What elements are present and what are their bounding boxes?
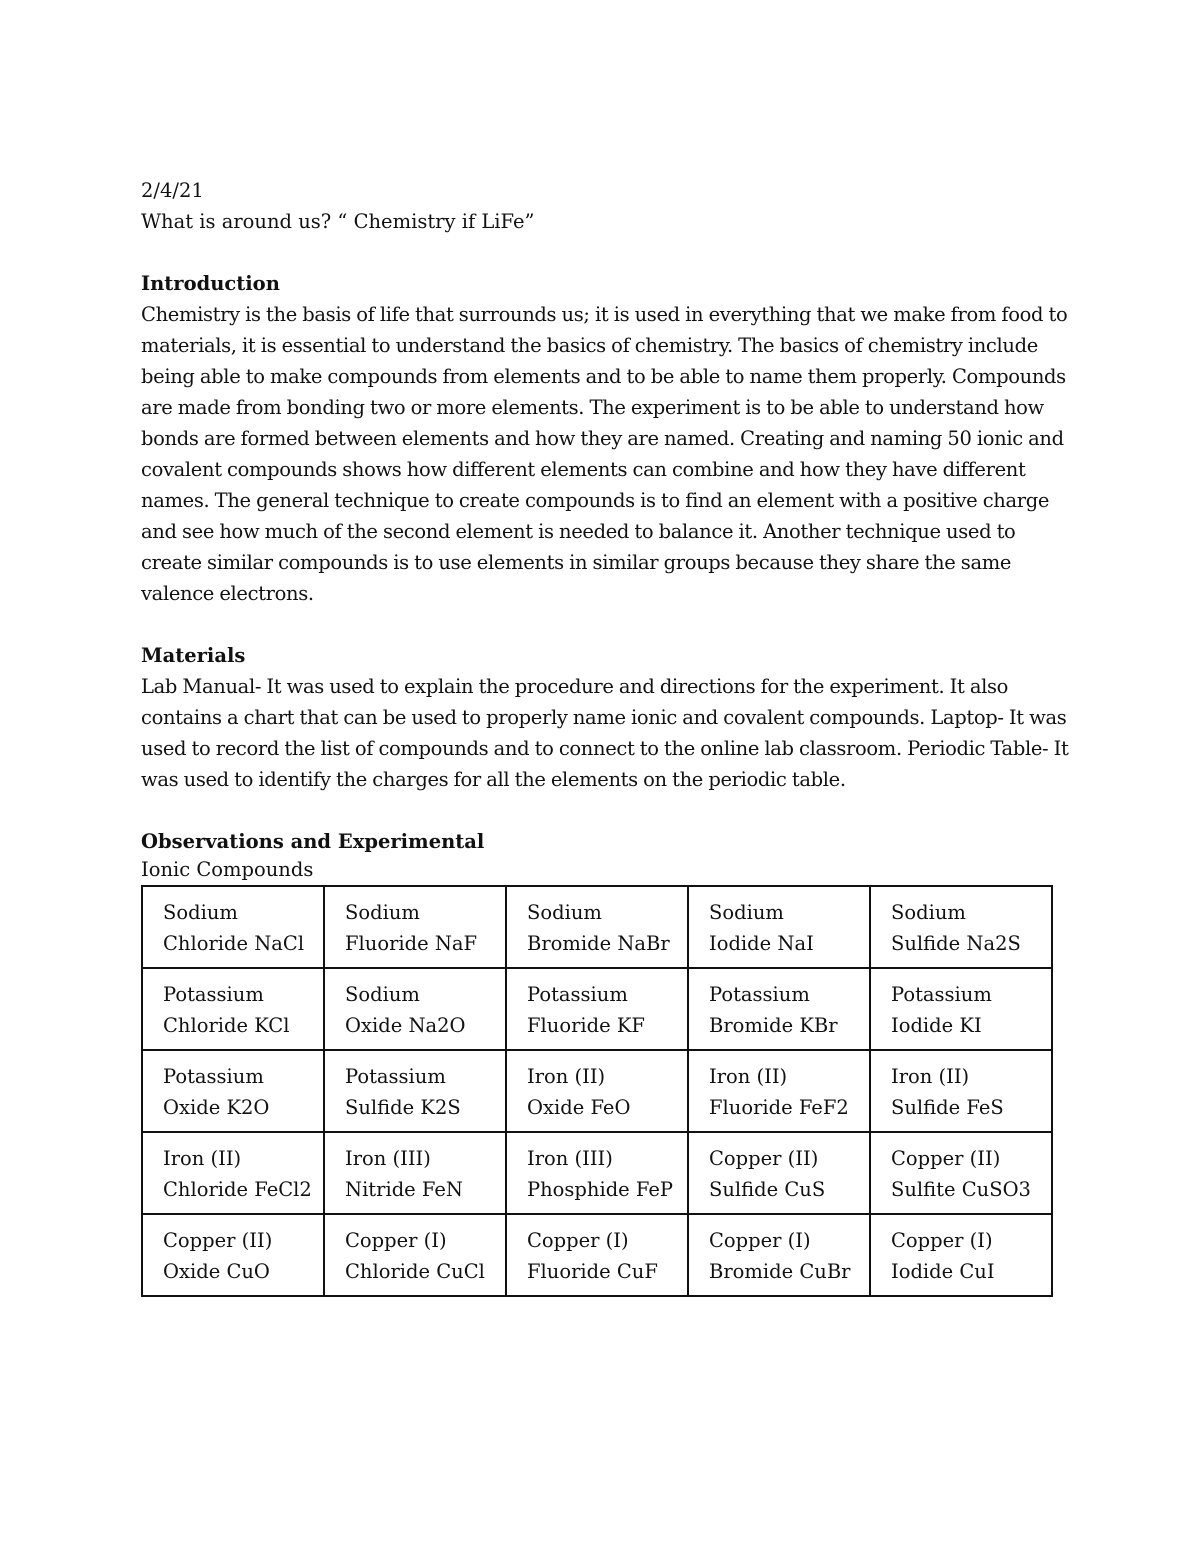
table-row (142, 1132, 1052, 1214)
compound-name-line1: Sodium (891, 901, 966, 924)
compound-name-line1: Potassium (163, 983, 264, 1006)
compound-cell (870, 1132, 1052, 1214)
compound-cell (142, 1050, 324, 1132)
compound-name-line1: Iron (III) (527, 1147, 613, 1170)
compound-name-line1: Sodium (709, 901, 784, 924)
compound-name-line1: Potassium (345, 1065, 446, 1088)
compound-name-line1: Copper (II) (891, 1147, 1001, 1170)
compound-name-line1: Iron (II) (527, 1065, 606, 1088)
compound-cell (142, 968, 324, 1050)
compound-cell (506, 1132, 688, 1214)
compound-cell (506, 886, 688, 968)
table-row (142, 968, 1052, 1050)
compound-name-line2: Iodide NaI (709, 932, 814, 955)
compound-name-line2: Sulfide CuS (709, 1178, 826, 1201)
compound-cell (688, 886, 870, 968)
compound-name-line1: Potassium (709, 983, 810, 1006)
materials-body: Lab Manual- It was used to explain the procedure and directions for the experiment. It also contains a chart that can be used to properly name ionic and covalent compounds. Laptop- It was used to record the list of compounds and to connect to the online lab classroom. Periodic Table- It was used to identify the charges for all the elements on the periodic table. (141, 675, 1069, 791)
compound-cell (324, 1214, 506, 1296)
compound-name-line2: Oxide FeO (527, 1096, 631, 1119)
compound-name-line1: Iron (II) (709, 1065, 788, 1088)
compound-name-line2: Fluoride FeF2 (709, 1096, 849, 1119)
compound-name-line1: Copper (I) (527, 1229, 629, 1252)
compound-name-line2: Fluoride CuF (527, 1260, 658, 1283)
compound-cell (688, 1132, 870, 1214)
ionic-compounds-label: Ionic Compounds (141, 858, 314, 881)
compound-name-line2: Chloride NaCl (163, 932, 305, 955)
compound-cell (688, 1214, 870, 1296)
compound-name-line2: Iodide KI (891, 1014, 982, 1037)
compound-name-line1: Copper (I) (891, 1229, 993, 1252)
compound-cell (142, 886, 324, 968)
compound-cell (324, 1050, 506, 1132)
compound-name-line1: Iron (III) (345, 1147, 431, 1170)
compound-name-line2: Iodide CuI (891, 1260, 995, 1283)
introduction-heading: Introduction (141, 272, 280, 295)
document-date: 2/4/21 (141, 179, 204, 202)
compound-cell (142, 1132, 324, 1214)
compound-name-line1: Sodium (345, 901, 420, 924)
compound-cell (506, 968, 688, 1050)
compound-cell (870, 1050, 1052, 1132)
compound-name-line2: Bromide CuBr (709, 1260, 851, 1283)
observations-heading: Observations and Experimental (141, 830, 485, 853)
compound-name-line2: Bromide NaBr (527, 932, 670, 955)
compound-name-line2: Fluoride KF (527, 1014, 645, 1037)
compound-name-line1: Iron (II) (891, 1065, 970, 1088)
compound-name-line2: Chloride CuCl (345, 1260, 485, 1283)
compound-name-line2: Sulfite CuSO3 (891, 1178, 1031, 1201)
compound-cell (506, 1050, 688, 1132)
compound-cell (870, 886, 1052, 968)
compound-cell (506, 1214, 688, 1296)
compound-name-line2: Oxide K2O (163, 1096, 270, 1119)
compound-name-line2: Sulfide FeS (891, 1096, 1004, 1119)
compound-name-line2: Chloride FeCl2 (163, 1178, 312, 1201)
compound-name-line2: Bromide KBr (709, 1014, 838, 1037)
compound-name-line1: Sodium (163, 901, 238, 924)
compound-cell (324, 1132, 506, 1214)
document-page (141, 175, 1069, 1297)
compound-name-line1: Iron (II) (163, 1147, 242, 1170)
ionic-compounds-table (141, 885, 1053, 1297)
compound-cell (870, 968, 1052, 1050)
table-row (142, 1050, 1052, 1132)
compound-name-line2: Sulfide K2S (345, 1096, 461, 1119)
table-row (142, 1214, 1052, 1296)
compound-cell (142, 1214, 324, 1296)
compound-cell (324, 886, 506, 968)
compound-cell (870, 1214, 1052, 1296)
compound-name-line1: Potassium (163, 1065, 264, 1088)
compound-name-line1: Potassium (527, 983, 628, 1006)
compound-name-line1: Potassium (891, 983, 992, 1006)
compound-name-line1: Copper (I) (709, 1229, 811, 1252)
compound-name-line2: Oxide Na2O (345, 1014, 466, 1037)
compound-cell (324, 968, 506, 1050)
compound-cell (688, 1050, 870, 1132)
table-row (142, 886, 1052, 968)
compound-name-line2: Oxide CuO (163, 1260, 270, 1283)
compound-name-line2: Chloride KCl (163, 1014, 290, 1037)
compound-cell (688, 968, 870, 1050)
compound-name-line1: Sodium (527, 901, 602, 924)
compound-name-line1: Sodium (345, 983, 420, 1006)
materials-heading: Materials (141, 644, 246, 667)
compound-name-line1: Copper (II) (163, 1229, 273, 1252)
compound-name-line2: Sulfide Na2S (891, 932, 1021, 955)
compound-name-line2: Nitride FeN (345, 1178, 463, 1201)
introduction-body: Chemistry is the basis of life that surrounds us; it is used in everything that we make from food to materials, it is essential to understand the basics of chemistry. The basics of chemistry include being able to make compounds from elements and to be able to name them properly. Compounds are made from bonding two or more elements. The experiment is to be able to understand how bonds are formed between elements and how they are named. Creating and naming 50 ionic and covalent compounds shows how different elements can combine and how they have different names. The general technique to create compounds is to find an element with a positive charge and see how much of the second element is needed to balance it. Another technique used to create similar compounds is to use elements in similar groups because they share the same valence electrons. (141, 303, 1068, 605)
compound-name-line1: Copper (II) (709, 1147, 819, 1170)
compound-name-line2: Fluoride NaF (345, 932, 478, 955)
compound-name-line2: Phosphide FeP (527, 1178, 674, 1201)
compound-name-line1: Copper (I) (345, 1229, 447, 1252)
document-title: What is around us? “ Chemistry if LiFe” (141, 210, 535, 233)
